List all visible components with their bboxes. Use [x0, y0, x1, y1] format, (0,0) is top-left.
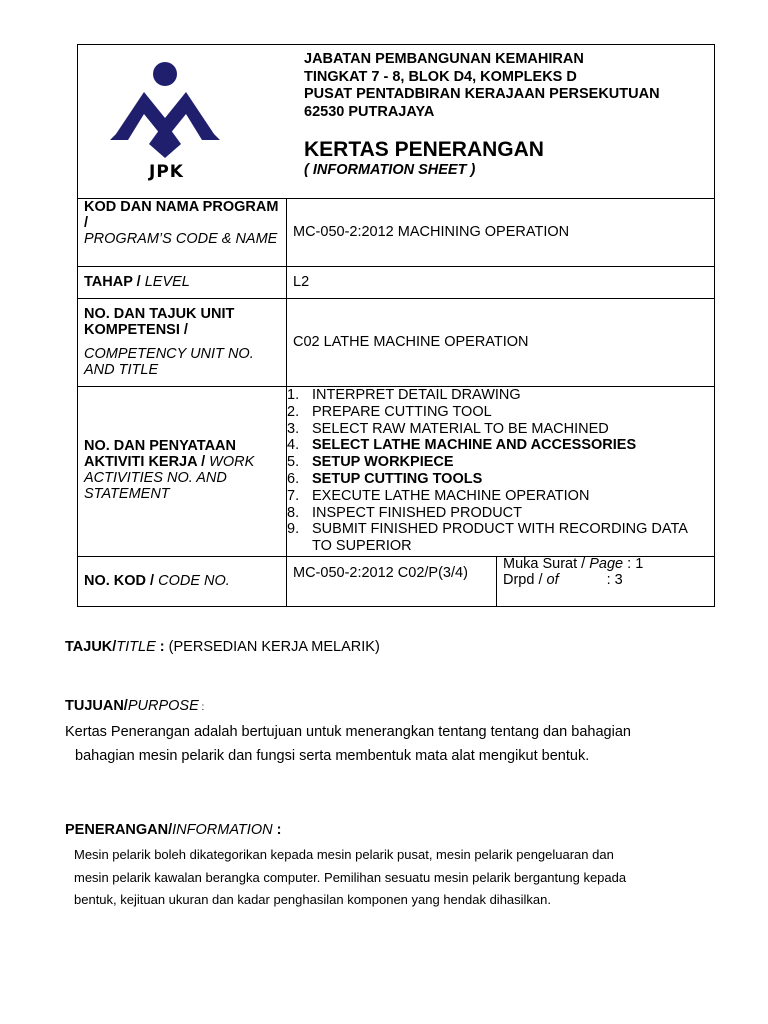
page-label: Muka Surat / — [503, 556, 586, 572]
code-label-italic: CODE NO. — [158, 573, 230, 589]
activity-number: 6. — [287, 470, 300, 487]
activity-number: 5. — [287, 454, 300, 471]
activities-list — [287, 387, 707, 555]
purpose-label-italic: PURPOSE — [127, 698, 199, 714]
activity-number: 9. — [287, 521, 300, 538]
code-label-bold: NO. KOD / — [84, 573, 155, 589]
table-border-right — [714, 44, 715, 607]
activities-label-bold: NO. DAN PENYATAAN AKTIVITI KERJA / — [84, 438, 236, 470]
org-line: JABATAN PEMBANGUNAN KEMAHIRAN — [304, 51, 584, 67]
activity-number: 3. — [287, 420, 300, 437]
unit-label-italic: COMPETENCY UNIT NO. AND TITLE — [84, 346, 254, 378]
program-label-bold: KOD DAN NAMA PROGRAM / — [84, 199, 279, 231]
section-purpose-heading — [65, 694, 204, 720]
logo-text: JPK — [149, 162, 184, 182]
program-label-italic: PROGRAM’S CODE & NAME — [84, 231, 278, 247]
level-value: L2 — [293, 274, 310, 290]
document-title: KERTAS PENERANGAN — [304, 138, 544, 161]
row-divider — [77, 298, 715, 299]
unit-label-bold: NO. DAN TAJUK UNIT KOMPETENSI / — [84, 306, 235, 338]
jpk-logo — [106, 58, 246, 188]
info-line: mesin pelarik kawalan berangka computer. Pemilihan sesuatu mesin pelarik bergantung kepada — [74, 869, 627, 885]
activity-text: EXECUTE LATHE MACHINE OPERATION — [312, 487, 590, 504]
org-line: PUSAT PENTADBIRAN KERAJAAN PERSEKUTUAN — [304, 86, 660, 102]
title-colon: : — [155, 639, 169, 655]
page-info — [503, 556, 708, 588]
purpose-label-bold: TUJUAN/ — [65, 698, 128, 714]
activity-number: 2. — [287, 403, 300, 420]
of-label: Drpd / — [503, 572, 543, 588]
page-value: : 1 — [627, 556, 644, 572]
activity-text: SETUP CUTTING TOOLS — [312, 470, 483, 487]
activity-item — [287, 404, 707, 421]
activities-label — [84, 438, 284, 502]
document-subtitle: ( INFORMATION SHEET ) — [304, 162, 476, 178]
unit-label — [84, 306, 282, 378]
purpose-colon: : — [198, 702, 205, 713]
table-border-bottom — [77, 606, 715, 607]
section-title — [65, 635, 380, 659]
info-label-italic: INFORMATION — [172, 822, 273, 838]
title-label-italic: TITLE — [116, 639, 156, 655]
code-label — [84, 573, 230, 589]
org-line: 62530 PUTRAJAYA — [304, 103, 435, 120]
activity-text: SELECT LATHE MACHINE AND ACCESSORIES — [312, 437, 637, 454]
activity-item — [287, 421, 707, 438]
activity-number: 7. — [287, 487, 300, 504]
activity-number: 8. — [287, 504, 300, 521]
column-divider — [496, 556, 497, 607]
code-value: MC-050-2:2012 C02/P(3/4) — [293, 565, 468, 581]
level-label-bold: TAHAP / — [84, 274, 141, 290]
info-line: bentuk, kejituan ukuran dan kadar penghasilan komponen yang hendak dihasilkan. — [74, 892, 552, 907]
activity-item — [287, 521, 707, 555]
activity-text: PREPARE CUTTING TOOL — [312, 403, 492, 420]
program-label — [84, 199, 282, 247]
page-number-line — [503, 556, 708, 572]
title-label-bold: TAJUK/ — [65, 639, 117, 655]
activity-item — [287, 437, 707, 454]
org-line: TINGKAT 7 - 8, BLOK D4, KOMPLEKS D — [304, 68, 577, 85]
info-line: Mesin pelarik boleh dikategorikan kepada mesin pelarik pusat, mesin pelarik pengeluaran dan — [74, 847, 614, 862]
purpose-line: bahagian mesin pelarik dan fungsi serta membentuk mata alat mengikut bentuk. — [75, 748, 590, 764]
level-label — [84, 274, 190, 290]
program-value: MC-050-2:2012 MACHINING OPERATION — [293, 224, 570, 240]
activity-item — [287, 471, 707, 488]
activity-item — [287, 454, 707, 471]
of-value: : 3 — [606, 572, 623, 588]
purpose-paragraph — [65, 720, 725, 768]
activity-item — [287, 387, 707, 404]
activity-text: INSPECT FINISHED PRODUCT — [312, 504, 523, 521]
title-value: (PERSEDIAN KERJA MELARIK) — [168, 639, 380, 655]
activity-text: SUBMIT FINISHED PRODUCT WITH RECORDING DATA TO SUPERIOR — [312, 521, 688, 555]
information-paragraph — [74, 844, 734, 912]
info-label-bold: PENERANGAN/ — [65, 822, 173, 838]
of-label-italic: of — [546, 572, 559, 588]
activity-item — [287, 505, 707, 522]
page-label-italic: Page — [589, 556, 624, 572]
table-border-left — [77, 44, 78, 607]
activity-number: 1. — [287, 387, 300, 403]
activity-item — [287, 488, 707, 505]
activities-label-italic: WORK ACTIVITIES NO. AND STATEMENT — [84, 454, 255, 502]
activity-text: INTERPRET DETAIL DRAWING — [312, 387, 521, 403]
row-divider — [77, 266, 715, 267]
table-border-top — [77, 44, 715, 45]
activity-text: SELECT RAW MATERIAL TO BE MACHINED — [312, 420, 609, 437]
purpose-line: Kertas Penerangan adalah bertujuan untuk menerangkan tentang tentang dan bahagian — [65, 724, 631, 740]
page-total-line — [503, 572, 708, 588]
unit-value: C02 LATHE MACHINE OPERATION — [293, 334, 529, 350]
section-information-heading — [65, 818, 281, 842]
level-label-italic: LEVEL — [144, 274, 190, 290]
info-colon: : — [272, 822, 282, 838]
activity-text: SETUP WORKPIECE — [312, 454, 454, 471]
organization-address — [304, 51, 709, 121]
activity-number: 4. — [287, 437, 300, 454]
